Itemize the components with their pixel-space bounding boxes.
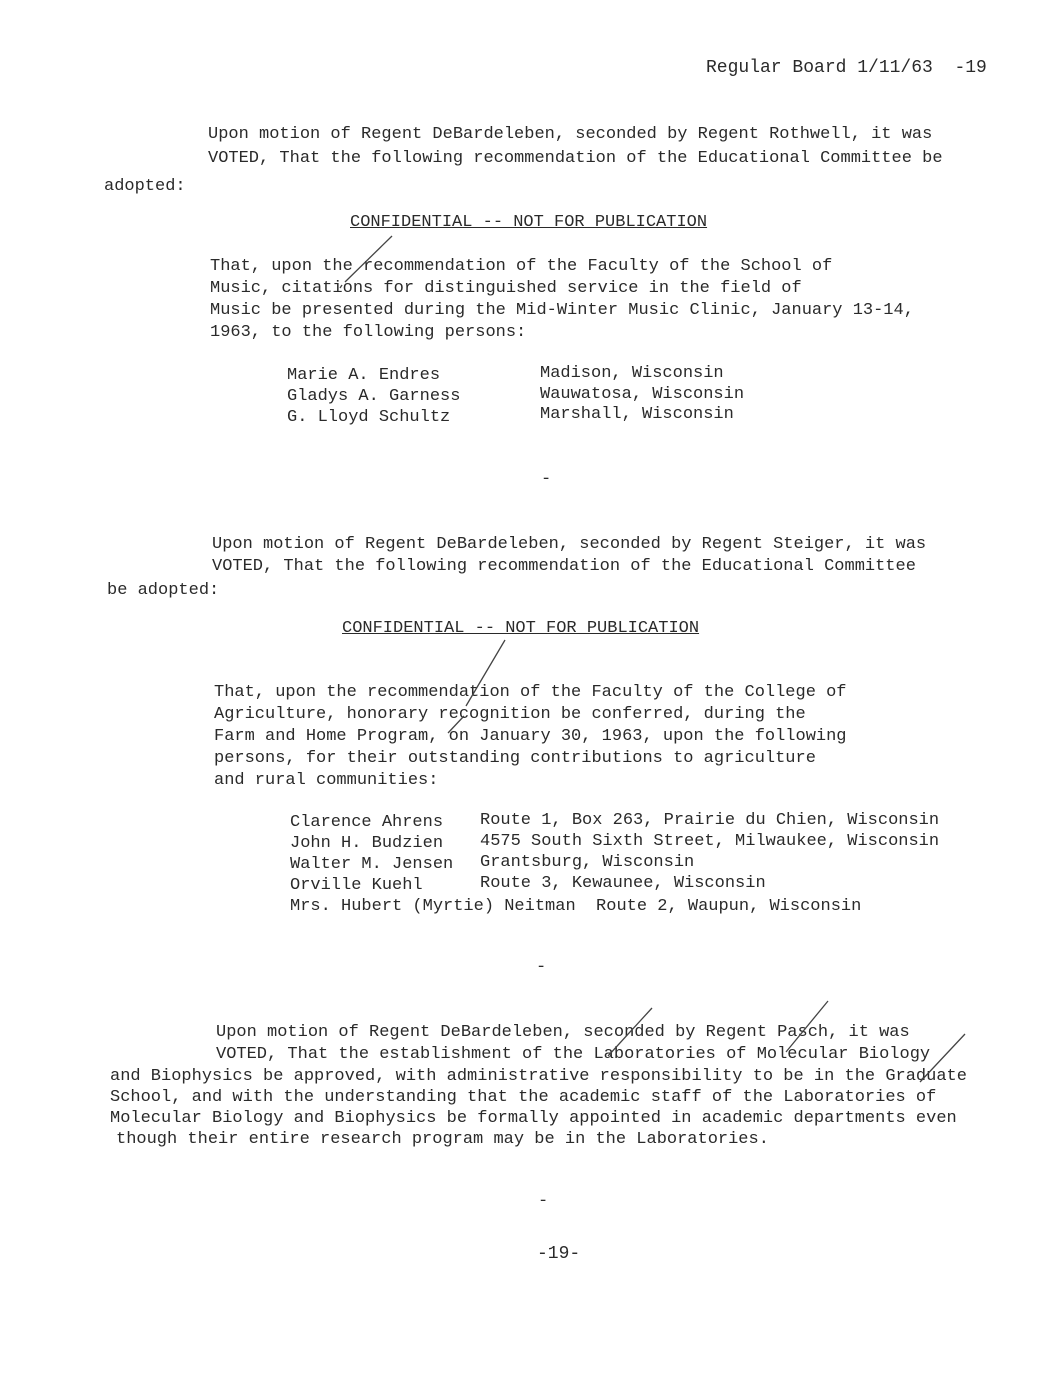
s3-line-5: Molecular Biology and Biophysics be formally appointed in academic departments even	[110, 1109, 957, 1128]
s2-person-name: Walter M. Jensen	[290, 855, 454, 874]
s2-body-line-2: Agriculture, honorary recognition be conferred, during the	[214, 705, 806, 724]
s2-person-name: Clarence Ahrens	[290, 813, 444, 832]
s2-intro-line-1: Upon motion of Regent DeBardeleben, seconded by Regent Steiger, it was	[212, 535, 927, 554]
s2-body-line-5: and rural communities:	[214, 771, 439, 790]
s1-person-name: Marie A. Endres	[287, 366, 441, 385]
s3-line-4: School, and with the understanding that the academic staff of the Laboratories of	[110, 1088, 937, 1107]
s2-intro-line-2: VOTED, That the following recommendation of the Educational Committee	[212, 557, 916, 576]
s2-body-line-3: Farm and Home Program, on January 30, 1963, upon the following	[214, 727, 847, 746]
s2-intro-line-3: be adopted:	[107, 581, 220, 600]
s3-line-6: though their entire research program may be in the Laboratories.	[116, 1130, 769, 1149]
s1-body-line-4: 1963, to the following persons:	[210, 323, 527, 342]
s2-person-place: Grantsburg, Wisconsin	[480, 853, 695, 872]
s1-intro-line-3: adopted:	[104, 177, 186, 196]
s2-person-line-full: Mrs. Hubert (Myrtie) Neitman Route 2, Waupun, Wisconsin	[290, 897, 862, 916]
s1-person-place: Wauwatosa, Wisconsin	[540, 385, 745, 404]
s2-body-line-1: That, upon the recommendation of the Faculty of the College of	[214, 683, 847, 702]
s3-line-3: and Biophysics be approved, with administrative responsibility to be in the Graduate	[110, 1067, 967, 1086]
s2-separator: -	[536, 958, 547, 977]
s2-person-name: Orville Kuehl	[290, 876, 423, 895]
page-number: -19-	[537, 1244, 581, 1264]
s3-line-1: Upon motion of Regent DeBardeleben, seconded by Regent Pasch, it was	[216, 1023, 910, 1042]
s3-line-2: VOTED, That the establishment of the Laboratories of Molecular Biology	[216, 1045, 931, 1064]
s3-separator: -	[538, 1192, 549, 1211]
s2-person-place: 4575 South Sixth Street, Milwaukee, Wisconsin	[480, 832, 940, 851]
s1-body-line-3: Music be presented during the Mid-Winter Music Clinic, January 13-14,	[210, 301, 914, 320]
s1-separator: -	[541, 470, 552, 489]
s2-confidential-heading: CONFIDENTIAL -- NOT FOR PUBLICATION	[342, 619, 700, 638]
s1-intro-line-2: VOTED, That the following recommendation of the Educational Committee be	[208, 149, 943, 168]
s1-person-place: Marshall, Wisconsin	[540, 405, 734, 424]
s1-person-name: G. Lloyd Schultz	[287, 408, 451, 427]
s2-person-place: Route 3, Kewaunee, Wisconsin	[480, 874, 766, 893]
s1-person-place: Madison, Wisconsin	[540, 364, 724, 383]
s2-person-name: John H. Budzien	[290, 834, 444, 853]
page-header: Regular Board 1/11/63 -19	[706, 58, 987, 78]
s1-person-name: Gladys A. Garness	[287, 387, 461, 406]
s2-body-line-4: persons, for their outstanding contributions to agriculture	[214, 749, 816, 768]
s1-body-line-2: Music, citations for distinguished service in the field of	[210, 279, 802, 298]
s2-person-place: Route 1, Box 263, Prairie du Chien, Wisconsin	[480, 811, 940, 830]
s1-confidential-heading: CONFIDENTIAL -- NOT FOR PUBLICATION	[350, 213, 708, 232]
s1-intro-line-1: Upon motion of Regent DeBardeleben, seconded by Regent Rothwell, it was	[208, 125, 933, 144]
s1-body-line-1: That, upon the recommendation of the Faculty of the School of	[210, 257, 833, 276]
